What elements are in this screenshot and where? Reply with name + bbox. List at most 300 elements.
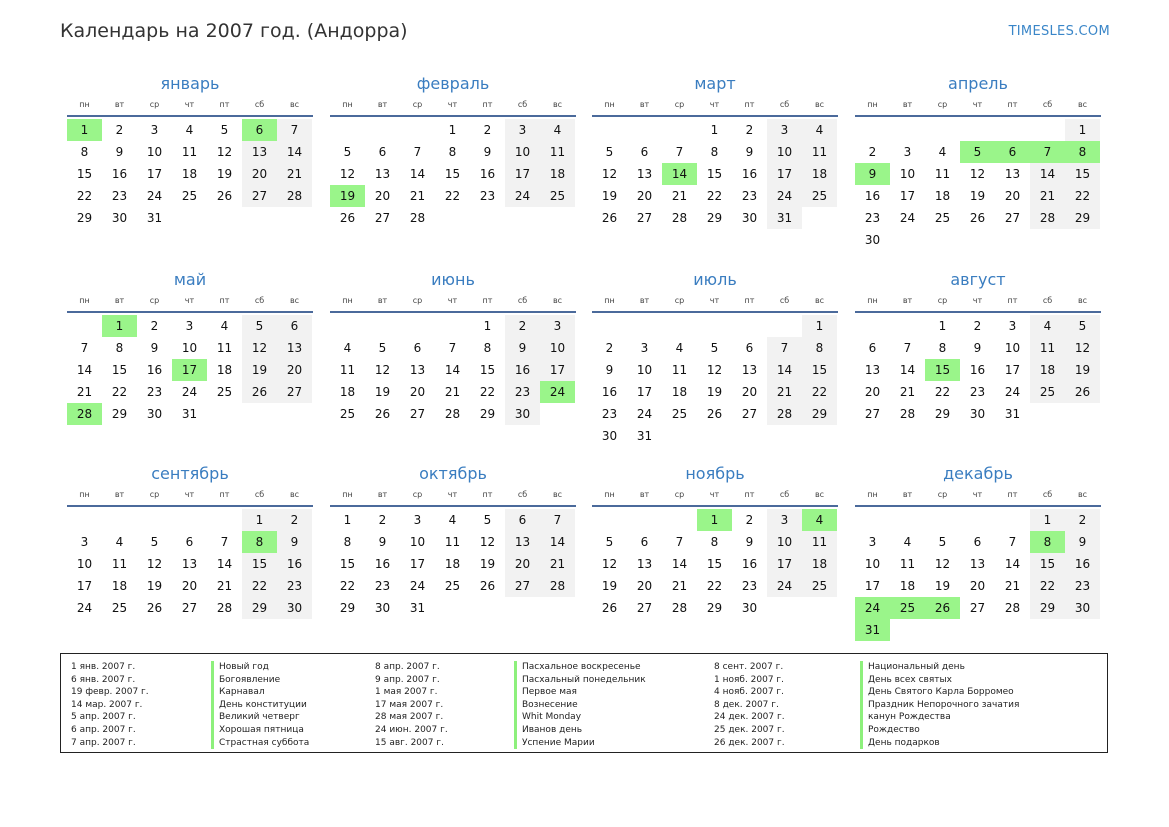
weekday-label: пн (604, 100, 615, 109)
day-cell: 7 (80, 341, 89, 355)
day-cell: 30 (505, 403, 540, 425)
empty-cell (172, 509, 207, 531)
weekday-label: пн (342, 296, 353, 305)
day-cell: 4 (343, 341, 352, 355)
weekday-label: чт (184, 296, 195, 305)
weekday-label: ср (149, 490, 160, 499)
day-cell: 15 (479, 363, 496, 377)
day-cell: 7 (767, 337, 802, 359)
week-row (855, 185, 1101, 207)
week-row (330, 207, 576, 229)
day-cell: 13 (636, 557, 653, 571)
day-cell: 11 (339, 363, 356, 377)
weekday-label: пн (867, 490, 878, 499)
month-5 (67, 270, 313, 425)
day-cell: 15 (706, 557, 723, 571)
day-cell: 28 (671, 211, 688, 225)
legend-entry: Богоявление (219, 674, 281, 685)
day-cell: 4 (675, 341, 684, 355)
empty-cell (767, 315, 802, 337)
week-row (330, 403, 576, 425)
empty-cell (102, 509, 137, 531)
week-row (330, 553, 576, 575)
weekday-label: вт (639, 490, 650, 499)
day-cell: 26 (706, 407, 723, 421)
weekday-label: пт (744, 296, 755, 305)
weekday-label: вт (902, 296, 913, 305)
weekday-label: ср (149, 100, 160, 109)
day-cell: 11 (540, 141, 575, 163)
weekday-label: чт (972, 296, 983, 305)
legend-entry: 1 мая 2007 г. (375, 687, 438, 698)
day-cell: 9 (483, 145, 492, 159)
weekday-label: сб (517, 100, 528, 109)
legend-entry: 19 февр. 2007 г. (71, 687, 149, 698)
empty-cell (960, 509, 995, 531)
day-cell: 20 (1004, 189, 1021, 203)
day-cell: 13 (969, 557, 986, 571)
month-title: июнь (431, 270, 475, 289)
day-cell: 27 (741, 407, 758, 421)
month-title: октябрь (419, 464, 487, 483)
month-11 (592, 464, 838, 619)
week-row (67, 359, 313, 381)
empty-cell (1030, 119, 1065, 141)
day-cell: 4 (938, 145, 947, 159)
day-cell: 5 (710, 341, 719, 355)
day-cell: 20 (636, 579, 653, 593)
day-cell: 29 (706, 601, 723, 615)
day-cell: 29 (76, 211, 93, 225)
week-row (855, 531, 1101, 553)
day-cell: 1 (1030, 509, 1065, 531)
weekday-label: вс (814, 490, 825, 499)
day-cell: 16 (601, 385, 618, 399)
week-row (855, 163, 1101, 185)
day-cell: 29 (242, 597, 277, 619)
day-cell: 31 (1004, 407, 1021, 421)
holiday-day: 4 (802, 509, 837, 531)
day-cell: 9 (605, 363, 614, 377)
holiday-day: 24 (855, 597, 890, 619)
empty-cell (627, 509, 662, 531)
week-row (855, 337, 1101, 359)
day-cell: 20 (277, 359, 312, 381)
day-cell: 2 (115, 123, 124, 137)
day-cell: 3 (540, 315, 575, 337)
day-cell: 13 (409, 363, 426, 377)
weekday-label: вс (552, 490, 563, 499)
day-cell: 2 (868, 145, 877, 159)
day-cell: 23 (741, 579, 758, 593)
legend-entry: 24 июн. 2007 г. (375, 724, 448, 735)
weekday-label: сб (779, 490, 790, 499)
month-10 (330, 464, 576, 619)
weekday-header (330, 488, 576, 507)
week-row (592, 403, 838, 425)
day-cell: 15 (706, 167, 723, 181)
day-cell: 26 (242, 381, 277, 403)
week-row (67, 597, 313, 619)
empty-cell (960, 119, 995, 141)
week-row (330, 531, 576, 553)
day-cell: 12 (601, 167, 618, 181)
day-cell: 24 (181, 385, 198, 399)
week-row (330, 337, 576, 359)
empty-cell (627, 119, 662, 141)
day-cell: 7 (675, 145, 684, 159)
day-cell: 8 (710, 145, 719, 159)
legend-entry: 4 нояб. 2007 г. (714, 687, 785, 698)
day-cell: 4 (540, 119, 575, 141)
day-cell: 18 (540, 163, 575, 185)
day-cell: 16 (505, 359, 540, 381)
empty-cell (365, 119, 400, 141)
holiday-day: 1 (67, 119, 102, 141)
day-cell: 12 (479, 535, 496, 549)
empty-cell (592, 119, 627, 141)
day-cell: 25 (339, 407, 356, 421)
day-cell: 25 (802, 575, 837, 597)
day-cell: 2 (745, 123, 754, 137)
day-cell: 7 (540, 509, 575, 531)
day-cell: 5 (483, 513, 492, 527)
weekday-label: пт (1007, 100, 1018, 109)
weekday-header (855, 488, 1101, 507)
day-cell: 26 (969, 211, 986, 225)
weekday-label: ср (149, 296, 160, 305)
day-cell: 13 (741, 363, 758, 377)
weekday-label: ср (937, 296, 948, 305)
day-cell: 10 (636, 363, 653, 377)
weekday-label: вт (639, 296, 650, 305)
day-cell: 22 (444, 189, 461, 203)
weekday-label: ср (674, 100, 685, 109)
holiday-legend (60, 653, 1108, 753)
day-cell: 30 (374, 601, 391, 615)
empty-cell (890, 119, 925, 141)
week-row (855, 141, 1101, 163)
day-cell: 8 (938, 341, 947, 355)
day-cell: 9 (745, 535, 754, 549)
day-cell: 4 (185, 123, 194, 137)
day-cell: 1 (242, 509, 277, 531)
day-cell: 26 (339, 211, 356, 225)
holiday-day: 8 (242, 531, 277, 553)
day-cell: 25 (802, 185, 837, 207)
day-cell: 6 (185, 535, 194, 549)
empty-cell (925, 509, 960, 531)
day-cell: 16 (1065, 553, 1100, 575)
week-row (592, 381, 838, 403)
day-cell: 18 (339, 385, 356, 399)
day-cell: 17 (76, 579, 93, 593)
day-cell: 6 (745, 341, 754, 355)
day-cell: 24 (146, 189, 163, 203)
holiday-day: 26 (925, 597, 960, 619)
day-cell: 18 (181, 167, 198, 181)
day-cell: 26 (601, 601, 618, 615)
day-cell: 19 (969, 189, 986, 203)
day-cell: 10 (76, 557, 93, 571)
day-cell: 15 (242, 553, 277, 575)
day-cell: 15 (339, 557, 356, 571)
day-cell: 8 (802, 337, 837, 359)
day-cell: 3 (640, 341, 649, 355)
day-cell: 10 (1004, 341, 1021, 355)
weekday-label: чт (709, 490, 720, 499)
day-cell: 18 (899, 579, 916, 593)
day-cell: 16 (741, 557, 758, 571)
day-cell: 18 (934, 189, 951, 203)
week-row (330, 163, 576, 185)
day-cell: 2 (277, 509, 312, 531)
empty-cell (662, 509, 697, 531)
day-cell: 24 (767, 575, 802, 597)
day-cell: 8 (710, 535, 719, 549)
weekday-label: чт (447, 296, 458, 305)
day-cell: 15 (1065, 163, 1100, 185)
day-cell: 5 (938, 535, 947, 549)
day-cell: 9 (745, 145, 754, 159)
day-cell: 12 (601, 557, 618, 571)
day-cell: 3 (80, 535, 89, 549)
day-cell: 1 (710, 123, 719, 137)
day-cell: 27 (242, 185, 277, 207)
day-cell: 25 (444, 579, 461, 593)
weekday-label: ср (412, 100, 423, 109)
day-cell: 10 (540, 337, 575, 359)
weekday-label: сб (254, 490, 265, 499)
day-cell: 21 (671, 579, 688, 593)
day-cell: 24 (767, 185, 802, 207)
day-cell: 6 (640, 535, 649, 549)
week-row (67, 531, 313, 553)
empty-cell (627, 315, 662, 337)
day-cell: 17 (540, 359, 575, 381)
holiday-day: 28 (67, 403, 102, 425)
legend-entry: 17 мая 2007 г. (375, 699, 444, 710)
week-row (67, 509, 313, 531)
day-cell: 16 (277, 553, 312, 575)
empty-cell (137, 509, 172, 531)
day-cell: 12 (969, 167, 986, 181)
day-cell: 25 (671, 407, 688, 421)
empty-cell (207, 509, 242, 531)
empty-cell (330, 315, 365, 337)
legend-names-col-1 (211, 661, 309, 749)
day-cell: 19 (216, 167, 233, 181)
day-cell: 23 (1065, 575, 1100, 597)
day-cell: 8 (483, 341, 492, 355)
week-row (330, 185, 576, 207)
day-cell: 5 (150, 535, 159, 549)
week-row (855, 553, 1101, 575)
day-cell: 5 (605, 145, 614, 159)
day-cell: 4 (802, 119, 837, 141)
weekday-label: вс (289, 100, 300, 109)
day-cell: 25 (934, 211, 951, 225)
month-4 (855, 74, 1101, 251)
day-cell: 30 (969, 407, 986, 421)
month-1 (67, 74, 313, 229)
day-cell: 4 (220, 319, 229, 333)
month-3 (592, 74, 838, 229)
week-row (330, 315, 576, 337)
week-row (592, 163, 838, 185)
day-cell: 13 (374, 167, 391, 181)
day-cell: 28 (671, 601, 688, 615)
week-row (67, 119, 313, 141)
day-cell: 24 (636, 407, 653, 421)
day-cell: 17 (864, 579, 881, 593)
legend-entry: Национальный день (868, 662, 965, 672)
day-cell: 14 (76, 363, 93, 377)
legend-entry: 24 дек. 2007 г. (714, 712, 785, 723)
month-9 (67, 464, 313, 619)
day-cell: 15 (802, 359, 837, 381)
day-cell: 29 (802, 403, 837, 425)
day-cell: 28 (409, 211, 426, 225)
week-row (855, 229, 1101, 251)
week-row (330, 359, 576, 381)
day-cell: 14 (444, 363, 461, 377)
day-cell: 22 (802, 381, 837, 403)
weekday-label: пн (604, 490, 615, 499)
day-cell: 31 (409, 601, 426, 615)
day-cell: 28 (899, 407, 916, 421)
day-cell: 30 (111, 211, 128, 225)
weekday-label: пн (79, 296, 90, 305)
day-cell: 19 (374, 385, 391, 399)
day-cell: 7 (903, 341, 912, 355)
legend-entry: 6 апр. 2007 г. (71, 724, 136, 735)
month-title: январь (160, 74, 220, 93)
day-cell: 15 (76, 167, 93, 181)
month-title: май (173, 270, 207, 289)
weekday-label: ср (412, 490, 423, 499)
weekday-label: пн (79, 490, 90, 499)
month-title: август (950, 270, 1006, 289)
page-title: Календарь на 2007 год. (Андорра) (60, 20, 408, 42)
day-cell: 25 (216, 385, 233, 399)
day-cell: 6 (505, 509, 540, 531)
holiday-day: 17 (172, 359, 207, 381)
day-cell: 2 (150, 319, 159, 333)
day-cell: 21 (409, 189, 426, 203)
day-cell: 27 (636, 601, 653, 615)
day-cell: 29 (706, 211, 723, 225)
empty-cell (662, 119, 697, 141)
day-cell: 30 (741, 601, 758, 615)
day-cell: 6 (378, 145, 387, 159)
legend-entry: 8 апр. 2007 г. (375, 662, 440, 672)
day-cell: 3 (1008, 319, 1017, 333)
legend-entry: Пасхальное воскресенье (522, 662, 641, 672)
day-cell: 15 (111, 363, 128, 377)
day-cell: 29 (1030, 597, 1065, 619)
legend-entry: Успение Марии (522, 737, 595, 748)
month-title: февраль (416, 74, 490, 93)
week-row (592, 597, 838, 619)
week-row (67, 337, 313, 359)
holiday-day: 15 (925, 359, 960, 381)
weekday-header (67, 488, 313, 507)
month-title: апрель (948, 74, 1008, 93)
legend-entry: Рождество (868, 724, 920, 735)
empty-cell (662, 315, 697, 337)
day-cell: 24 (76, 601, 93, 615)
legend-entry: канун Рождества (868, 712, 951, 723)
week-row (592, 575, 838, 597)
weekday-label: вс (814, 296, 825, 305)
day-cell: 25 (181, 189, 198, 203)
day-cell: 13 (636, 167, 653, 181)
day-cell: 30 (864, 233, 881, 247)
day-cell: 6 (973, 535, 982, 549)
day-cell: 14 (767, 359, 802, 381)
day-cell: 3 (903, 145, 912, 159)
day-cell: 7 (675, 535, 684, 549)
day-cell: 14 (899, 363, 916, 377)
weekday-label: пн (342, 100, 353, 109)
day-cell: 12 (934, 557, 951, 571)
day-cell: 12 (146, 557, 163, 571)
weekday-label: ср (412, 296, 423, 305)
empty-cell (890, 509, 925, 531)
day-cell: 12 (706, 363, 723, 377)
weekday-label: вт (377, 490, 388, 499)
day-cell: 11 (899, 557, 916, 571)
legend-entry: Праздник Непорочного зачатия (868, 699, 1020, 710)
day-cell: 19 (601, 579, 618, 593)
brand-link[interactable]: TIMESLES.COM (1008, 24, 1110, 39)
day-cell: 8 (448, 145, 457, 159)
weekday-header (67, 98, 313, 117)
day-cell: 19 (146, 579, 163, 593)
day-cell: 11 (934, 167, 951, 181)
week-row (855, 575, 1101, 597)
weekday-label: пт (219, 100, 230, 109)
day-cell: 21 (277, 163, 312, 185)
week-row (67, 163, 313, 185)
day-cell: 9 (115, 145, 124, 159)
week-row (592, 141, 838, 163)
day-cell: 16 (969, 363, 986, 377)
empty-cell (925, 119, 960, 141)
day-cell: 1 (483, 319, 492, 333)
day-cell: 11 (671, 363, 688, 377)
legend-dates-col-3 (714, 661, 785, 749)
day-cell: 14 (1030, 163, 1065, 185)
weekday-label: пт (744, 490, 755, 499)
weekday-label: пт (1007, 490, 1018, 499)
empty-cell (890, 315, 925, 337)
day-cell: 9 (1065, 531, 1100, 553)
legend-entry: Вознесение (522, 699, 578, 710)
day-cell: 11 (802, 141, 837, 163)
day-cell: 11 (111, 557, 128, 571)
week-row (855, 619, 1101, 641)
day-cell: 21 (76, 385, 93, 399)
weekday-label: вс (289, 490, 300, 499)
weekday-label: пт (482, 100, 493, 109)
day-cell: 9 (150, 341, 159, 355)
week-row (855, 315, 1101, 337)
weekday-header (855, 98, 1101, 117)
week-row (855, 403, 1101, 425)
day-cell: 17 (767, 553, 802, 575)
